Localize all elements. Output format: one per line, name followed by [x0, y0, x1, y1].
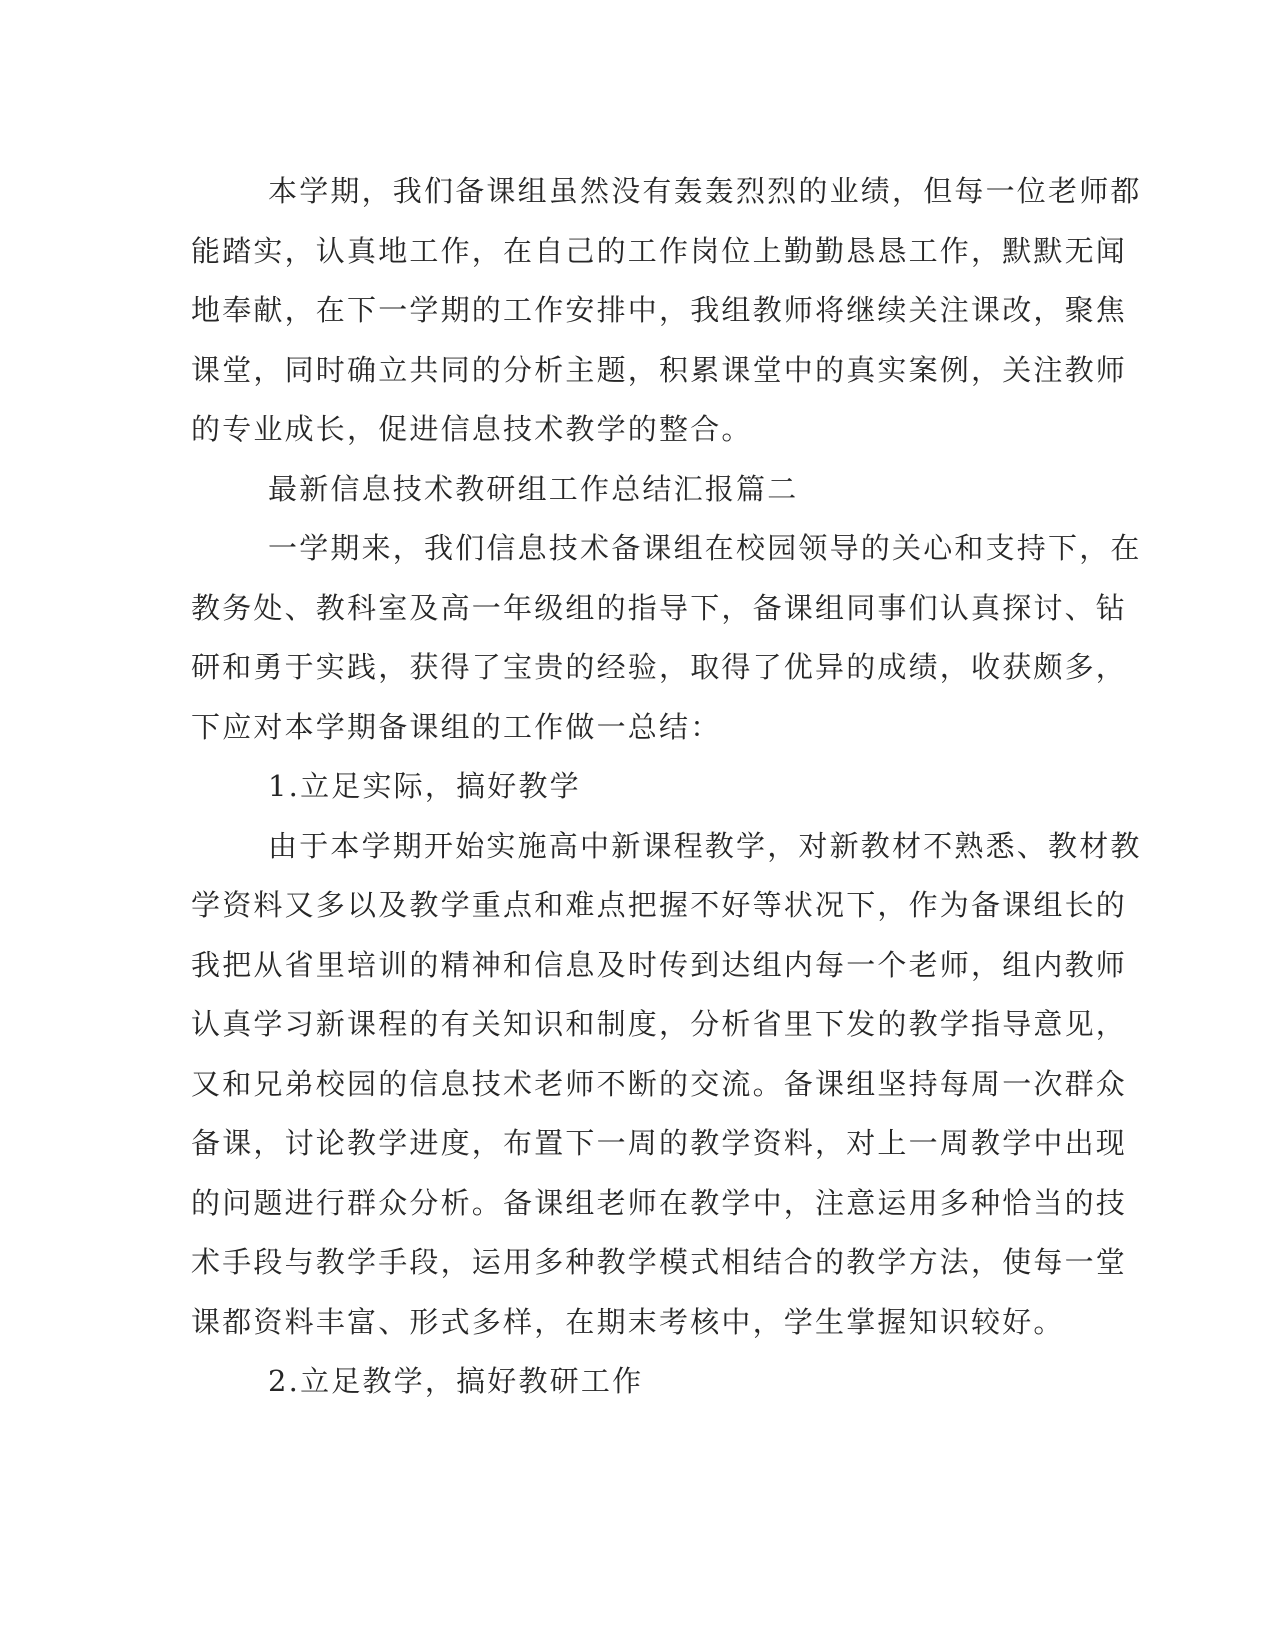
- heading-line: 最新信息技术教研组工作总结汇报篇二: [268, 471, 799, 506]
- text-line: 地奉献，在下一学期的工作安排中，我组教师将继续关注课改，聚焦: [191, 293, 1128, 327]
- text-line: 学资料又多以及教学重点和难点把握不好等状况下，作为备课组长的: [191, 888, 1128, 922]
- text-line: 研和勇于实践，获得了宝贵的经验，取得了优异的成绩，收获颇多，: [191, 650, 1128, 684]
- paragraph-intro: [191, 519, 1142, 757]
- text-line: 本学期，我们备课组虽然没有轰轰烈烈的业绩，但每一位老师都: [268, 174, 1142, 208]
- text-line: 的问题进行群众分析。备课组老师在教学中，注意运用多种恰当的技: [191, 1185, 1128, 1220]
- text-line: 术手段与教学手段，运用多种教学模式相结合的教学方法，使每一堂: [191, 1245, 1128, 1279]
- text-line: 的专业成长，促进信息技术教学的整合。: [191, 412, 753, 446]
- text-line: 教务处、教科室及高一年级组的指导下，备课组同事们认真探讨、钻: [191, 590, 1128, 625]
- heading-line: 1.立足实际，搞好教学: [268, 769, 581, 803]
- paragraph-teaching: [191, 817, 1142, 1353]
- text-line: 下应对本学期备课组的工作做一总结：: [191, 709, 722, 744]
- text-line: 又和兄弟校园的信息技术老师不断的交流。备课组坚持每周一次群众: [191, 1066, 1128, 1101]
- section-title: [191, 460, 1091, 520]
- text-line: 认真学习新课程的有关知识和制度，分析省里下发的教学指导意见，: [191, 1007, 1128, 1041]
- paragraph-summary: [191, 162, 1142, 460]
- subheading-2: [191, 1352, 1091, 1412]
- document-body: [191, 162, 1142, 1412]
- subheading-1: [191, 757, 1091, 817]
- text-line: 由于本学期开始实施高中新课程教学，对新教材不熟悉、教材教: [268, 828, 1142, 863]
- text-line: 课都资料丰富、形式多样，在期末考核中，学生掌握知识较好。: [191, 1304, 1065, 1339]
- text-line: 课堂，同时确立共同的分析主题，积累课堂中的真实案例，关注教师: [191, 352, 1128, 387]
- heading-line: 2.立足教学，搞好教研工作: [268, 1364, 644, 1398]
- text-line: 能踏实，认真地工作，在自己的工作岗位上勤勤恳恳工作，默默无闻: [191, 233, 1128, 268]
- text-line: 备课，讨论教学进度，布置下一周的教学资料，对上一周教学中出现: [191, 1126, 1128, 1160]
- text-line: 一学期来，我们信息技术备课组在校园领导的关心和支持下，在: [268, 531, 1142, 565]
- text-line: 我把从省里培训的精神和信息及时传到达组内每一个老师，组内教师: [191, 947, 1128, 982]
